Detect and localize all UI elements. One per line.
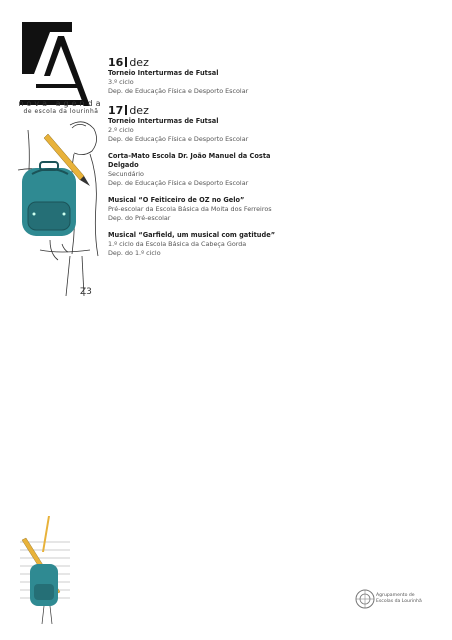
date-day: 16 — [108, 56, 124, 69]
logo-subtitle: de escola da lourinhã — [23, 108, 99, 115]
date-day: 17 — [108, 104, 124, 117]
event-item — [108, 152, 278, 188]
event-detail: Pré-escolar da Escola Básica da Moita dos Ferreiros — [108, 205, 272, 213]
event-item — [108, 231, 278, 258]
day-block-17 — [108, 104, 278, 258]
date-separator — [125, 105, 127, 115]
event-title: Musical “Garfield, um musical com gatitude” — [108, 231, 276, 239]
event-department: Dep. de Educação Física e Desporto Escolar — [108, 135, 249, 143]
event-title: Torneio Interturmas de Futsal — [108, 117, 219, 125]
event-item — [108, 117, 278, 144]
event-detail: 1.º ciclo da Escola Básica da Cabeça Gorda — [108, 240, 247, 248]
event-detail: Secundário — [108, 170, 144, 178]
svg-text:Z3: Z3 — [80, 287, 92, 297]
date-month: dez — [129, 56, 149, 69]
event-department: Dep. de Educação Física e Desporto Escolar — [108, 179, 249, 187]
event-department: Dep. de Educação Física e Desporto Escolar — [108, 87, 249, 95]
event-department: Dep. do 1.º ciclo — [108, 249, 161, 257]
day-block-16 — [108, 56, 278, 96]
logo-tagline: nova agenda — [18, 99, 104, 108]
event-detail: 3.º ciclo — [108, 78, 134, 86]
school-group-logo — [354, 585, 424, 619]
event-title: Corta-Mato Escola Dr. João Manuel da Costa Delgado — [108, 152, 271, 169]
school-group-name: Agrupamento de Escolas da Lourinhã — [376, 593, 422, 604]
event-title: Torneio Interturmas de Futsal — [108, 69, 219, 77]
school-emblem-icon — [354, 585, 376, 615]
mini-backpack-illustration — [14, 512, 76, 627]
event-detail: 2.º ciclo — [108, 126, 134, 134]
student-backpack-illustration — [10, 110, 120, 305]
event-title: Musical “O Feiticeiro de OZ no Gelo” — [108, 196, 245, 204]
agenda-content — [108, 56, 278, 266]
date-month: dez — [129, 104, 149, 117]
date-separator — [125, 57, 127, 67]
event-item — [108, 196, 278, 223]
date-heading — [108, 104, 278, 117]
date-heading — [108, 56, 278, 69]
event-item — [108, 69, 278, 96]
event-department: Dep. do Pré-escolar — [108, 214, 171, 222]
